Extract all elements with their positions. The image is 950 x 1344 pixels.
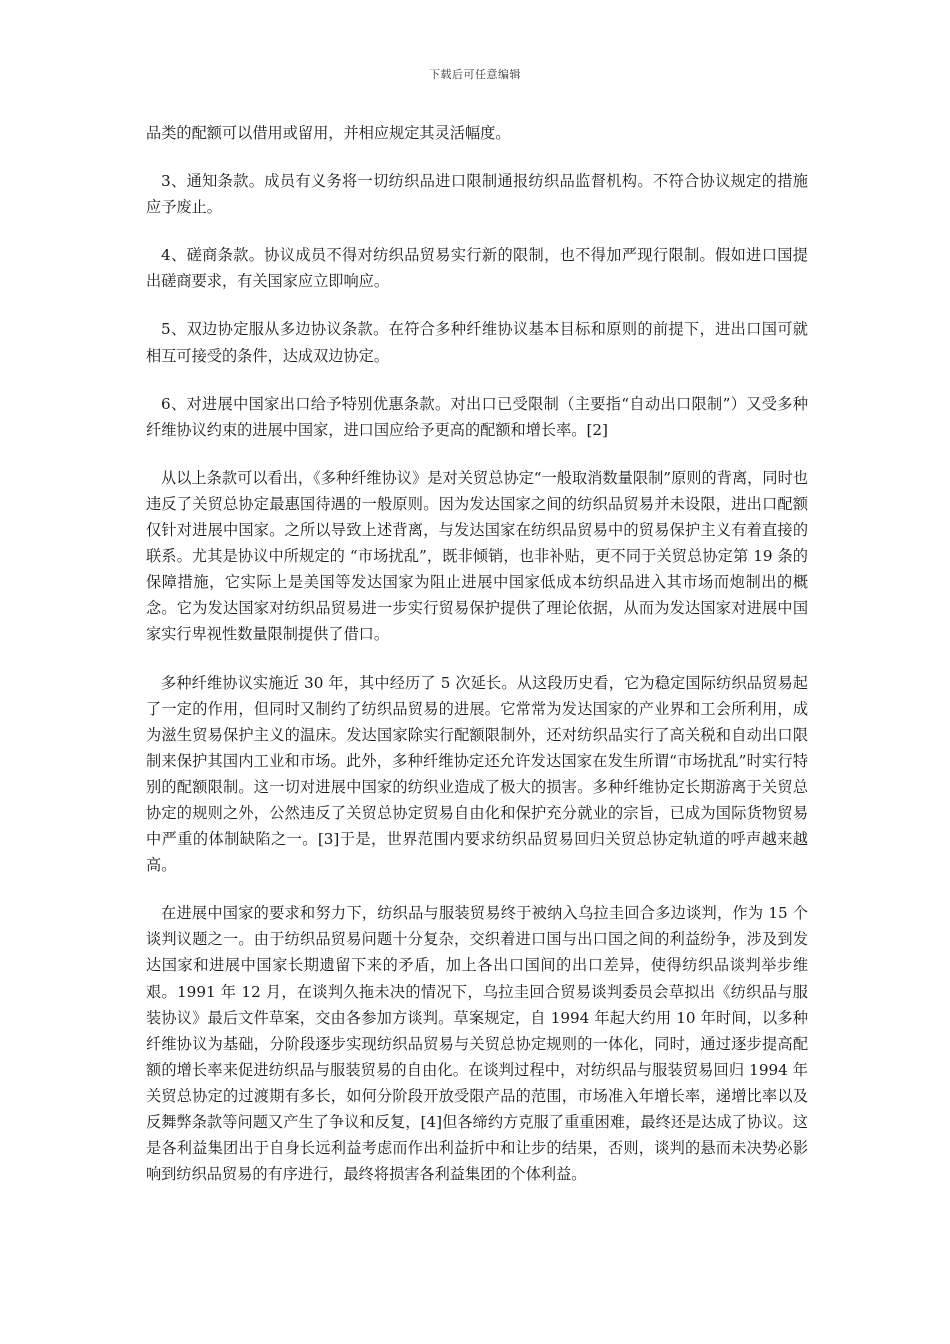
paragraph: 3、通知条款。成员有义务将一切纺织品进口限制通报纺织品监督机构。不符合协议规定的措施应予废止。 — [146, 172, 808, 217]
paragraph: 品类的配额可以借用或留用，并相应规定其灵活幅度。 — [146, 124, 511, 142]
paragraph: 从以上条款可以看出，《多种纤维协议》是对关贸总协定“一般取消数量限制”原则的背离，同时也违反了关贸总协定最惠国待遇的一般原则。因为发达国家之间的纺织品贸易并未设限，进出口配额仅针对进展中国家。之所以导致上述背离，与发达国家在纺织品贸易中的贸易保护主义有着直接的联系。尤其是协议中所规定的 “市场扰乱”，既非倾销，也非补贴，更不同于关贸总协定第 19 条的保障措施，它实际上是美国等发达国家为阻止进展中国家低成本纺织品进入其市场而炮制出的概念。它为发达国家对纺织品贸易进一步实行贸易保护提供了理论依据，从而为发达国家对进展中国家实行卑视性数量限制提供了借口。 — [146, 468, 808, 644]
paragraph: 5、双边协定服从多边协议条款。在符合多种纤维协议基本目标和原则的前提下，进出口国可就相互可接受的条件，达成双边协定。 — [146, 320, 808, 365]
document-body — [146, 120, 808, 1209]
paragraph: 4、磋商条款。协议成员不得对纺织品贸易实行新的限制，也不得加严现行限制。假如进口国提出磋商要求，有关国家应立即响应。 — [146, 246, 808, 291]
page-header: 下载后可任意编辑 — [429, 68, 521, 81]
paragraph: 6、对进展中国家出口给予特别优惠条款。对出口已受限制（主要指“自动出口限制”）又受多种纤维协议约束的进展中国家，进口国应给予更高的配额和增长率。[2] — [146, 394, 808, 439]
paragraph: 在进展中国家的要求和努力下，纺织品与服装贸易终于被纳入乌拉圭回合多边谈判，作为 15 个谈判议题之一。由于纺织品贸易问题十分复杂，交织着进口国与出口国之间的利益纷争，涉及到发达国家和进展中国家长期遗留下来的矛盾，加上各出口国间的出口差异，使得纺织品谈判举步维艰。1991 年 12 月，在谈判久拖未决的情况下，乌拉圭回合贸易谈判委员会草拟出《纺织品与服装协议》最后文件草案，交由各参加方谈判。草案规定，自 1994 年起大约用 10 年时间，以多种纤维协议为基础，分阶段逐步实现纺织品贸易与关贸总协定规则的一体化，同时，通过逐步提高配额的增长率来促进纺织品与服装贸易的自由化。在谈判过程中，对纺织品与服装贸易回归 1994 年关贸总协定的过渡期有多长，如何分阶段开放受限产品的范围，市场准入年增长率，递增比率以及反舞弊条款等问题又产生了争议和反复，[4]但各缔约方克服了重重困难，最终还是达成了协议。这是各利益集团出于自身长远利益考虑而作出利益折中和让步的结果，否则，谈判的悬而未决势必影响到纺织品贸易的有序进行，最终将损害各利益集团的个体利益。 — [146, 904, 808, 1184]
paragraph: 多种纤维协议实施近 30 年，其中经历了 5 次延长。从这段历史看，它为稳定国际纺织品贸易起了一定的作用，但同时又制约了纺织品贸易的进展。它常常为发达国家的产业界和工会所利用，成为滋生贸易保护主义的温床。发达国家除实行配额限制外，还对纺织品实行了高关税和自动出口限制来保护其国内工业和市场。此外，多种纤维协定还允许发达国家在发生所谓“市场扰乱”时实行特别的配额限制。这一切对进展中国家的纺织业造成了极大的损害。多种纤维协定长期游离于关贸总协定的规则之外，公然违反了关贸总协定贸易自由化和保护充分就业的宗旨，已成为国际货物贸易中严重的体制缺陷之一。[3]于是，世界范围内要求纺织品贸易回归关贸总协定轨道的呼声越来越高。 — [146, 673, 808, 875]
